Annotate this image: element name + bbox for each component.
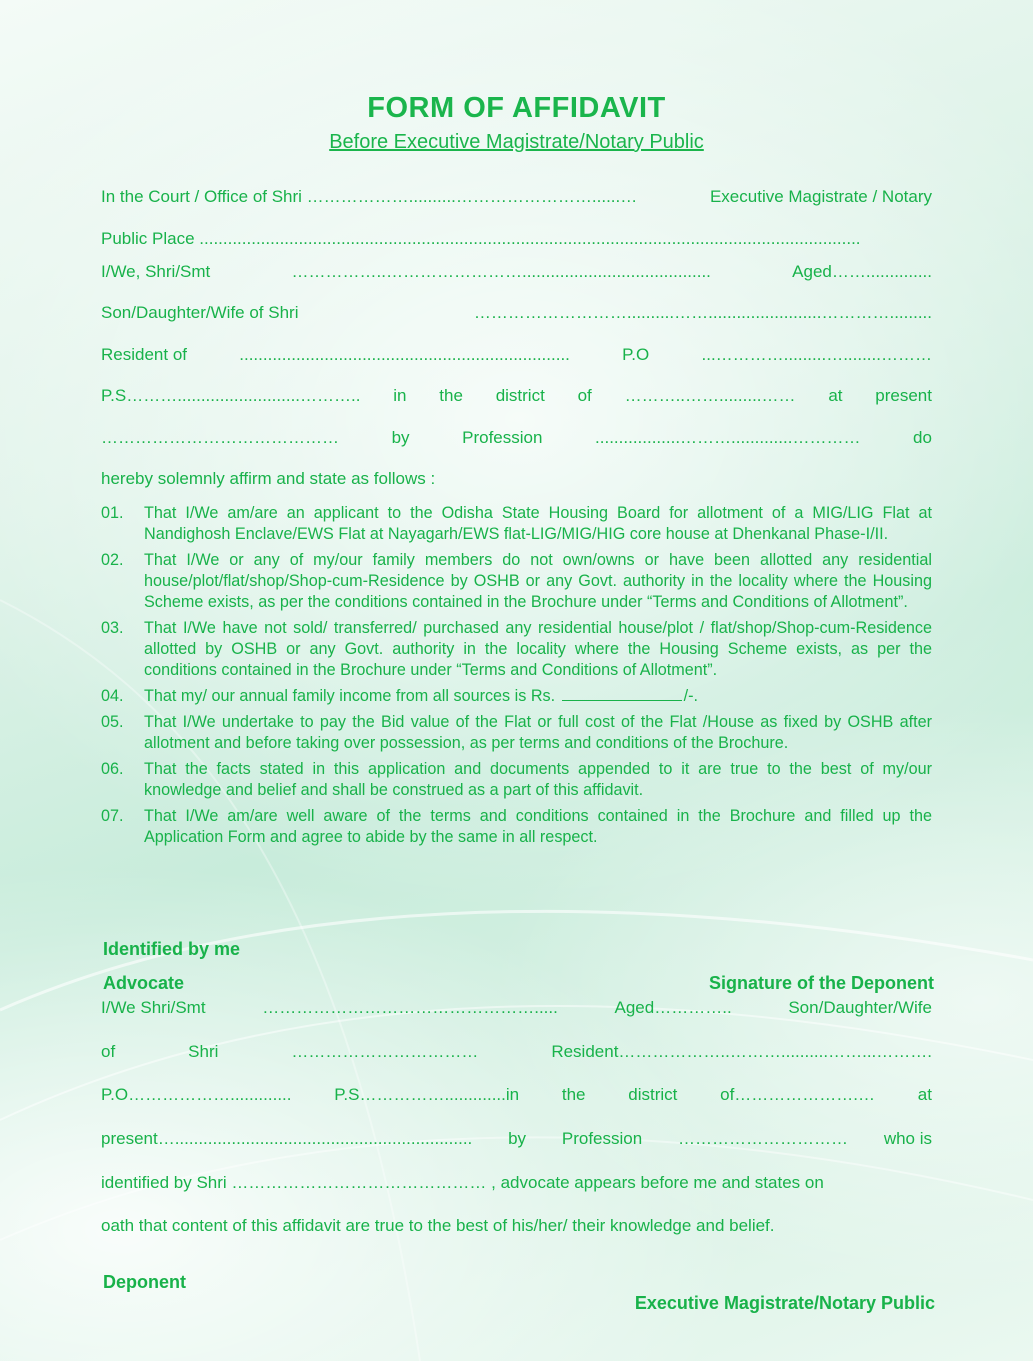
intro-line-5: Resident of ...................................................................... P.O ...………….........…........……… bbox=[101, 345, 932, 364]
intro-line-3: I/We, Shri/Smt ……………..……………………........................................ Aged…….............. bbox=[101, 262, 932, 281]
identify-line-5: identified by Shri ……………………………………… , advocate appears before me and states on bbox=[101, 1173, 824, 1192]
statement-item: 02. That I/We or any of my/our family members do not own/owns or have been allotted any residential house/plot/flat/shop/Shop-cum-Residence by OSHB or any Govt. authority in the locality where the Housing Scheme exists, as per the conditions contained in the Brochure under “Terms and Conditions of Allotment”. bbox=[101, 551, 932, 611]
intro-line-6: P.S………..........................……….. in the district of ………..…….........…… at present bbox=[101, 386, 932, 405]
intro-line-8: hereby solemnly affirm and state as follows : bbox=[101, 469, 436, 488]
statement-item: 05. That I/We undertake to pay the Bid value of the Flat or full cost of the Flat /House as fixed by OSHB after allotment and before taking over possession, as per terms and conditions of the Brochure. bbox=[101, 713, 932, 752]
identify-line-4: present…............................................................... by Profession ………………………… who is bbox=[101, 1129, 932, 1148]
intro-line-7: …………………………………… by Profession ..................……….............………… do bbox=[101, 428, 932, 447]
statement-list bbox=[101, 503, 932, 853]
magistrate-signature-label: Executive Magistrate/Notary Public bbox=[634, 1293, 935, 1313]
income-blank-field[interactable] bbox=[562, 686, 682, 701]
statement-item: 01. That I/We am/are an applicant to the Odisha State Housing Board for allotment of a MIG/LIG Flat at Nandighosh Enclave/EWS Flat at Nayagarh/EWS flat-LIG/MIG/HIG core house at Dhenkanal Phase-I/II. bbox=[101, 504, 932, 543]
identified-by-label: Identified by me bbox=[103, 939, 241, 959]
form-subtitle: Before Executive Magistrate/Notary Public bbox=[329, 131, 704, 153]
deponent-signature-label: Signature of the Deponent bbox=[709, 973, 934, 993]
identify-line-2: of Shri …………………………… Resident………………..………..........……...………. bbox=[101, 1042, 932, 1061]
statement-item: 06. That the facts stated in this application and documents appended to it are true to the best of my/our knowledge and belief and shall be construed as a part of this affidavit. bbox=[101, 760, 932, 799]
statement-item: 03. That I/We have not sold/ transferred/ purchased any residential house/plot / flat/shop/Shop-cum-Residence allotted by OSHB or any Govt. authority in the locality where the Housing Scheme exists, as per the conditions contained in the Brochure under “Terms and Conditions of Allotment”. bbox=[101, 619, 932, 679]
identify-line-3: P.O………………............. P.S…………….............in the district of………………….… at bbox=[101, 1085, 932, 1104]
intro-line-2: Public Place ............................................................................................................................................ bbox=[101, 229, 861, 248]
form-title: FORM OF AFFIDAVIT bbox=[367, 92, 666, 124]
deponent-label: Deponent bbox=[103, 1272, 186, 1292]
advocate-label: Advocate bbox=[103, 973, 185, 993]
intro-line-1: In the Court / Office of Shri ………………..........……………………......… Executive Magistrate / Notary bbox=[101, 187, 932, 206]
statement-item: 04. That my/ our annual family income from all sources is Rs. /-. bbox=[101, 687, 699, 705]
identify-line-1: I/We Shri/Smt …………………………………………..... Aged………….. Son/Daughter/Wife bbox=[101, 998, 932, 1017]
identify-line-6: oath that content of this affidavit are true to the best of his/her/ their knowledge and belief. bbox=[101, 1216, 775, 1235]
intro-line-4: Son/Daughter/Wife of Shri ………………………..........……........................…………......... bbox=[101, 303, 932, 322]
statement-item: 07. That I/We am/are well aware of the terms and conditions contained in the Brochure and filled up the Application Form and agree to abide by the same in all respect. bbox=[101, 807, 932, 846]
